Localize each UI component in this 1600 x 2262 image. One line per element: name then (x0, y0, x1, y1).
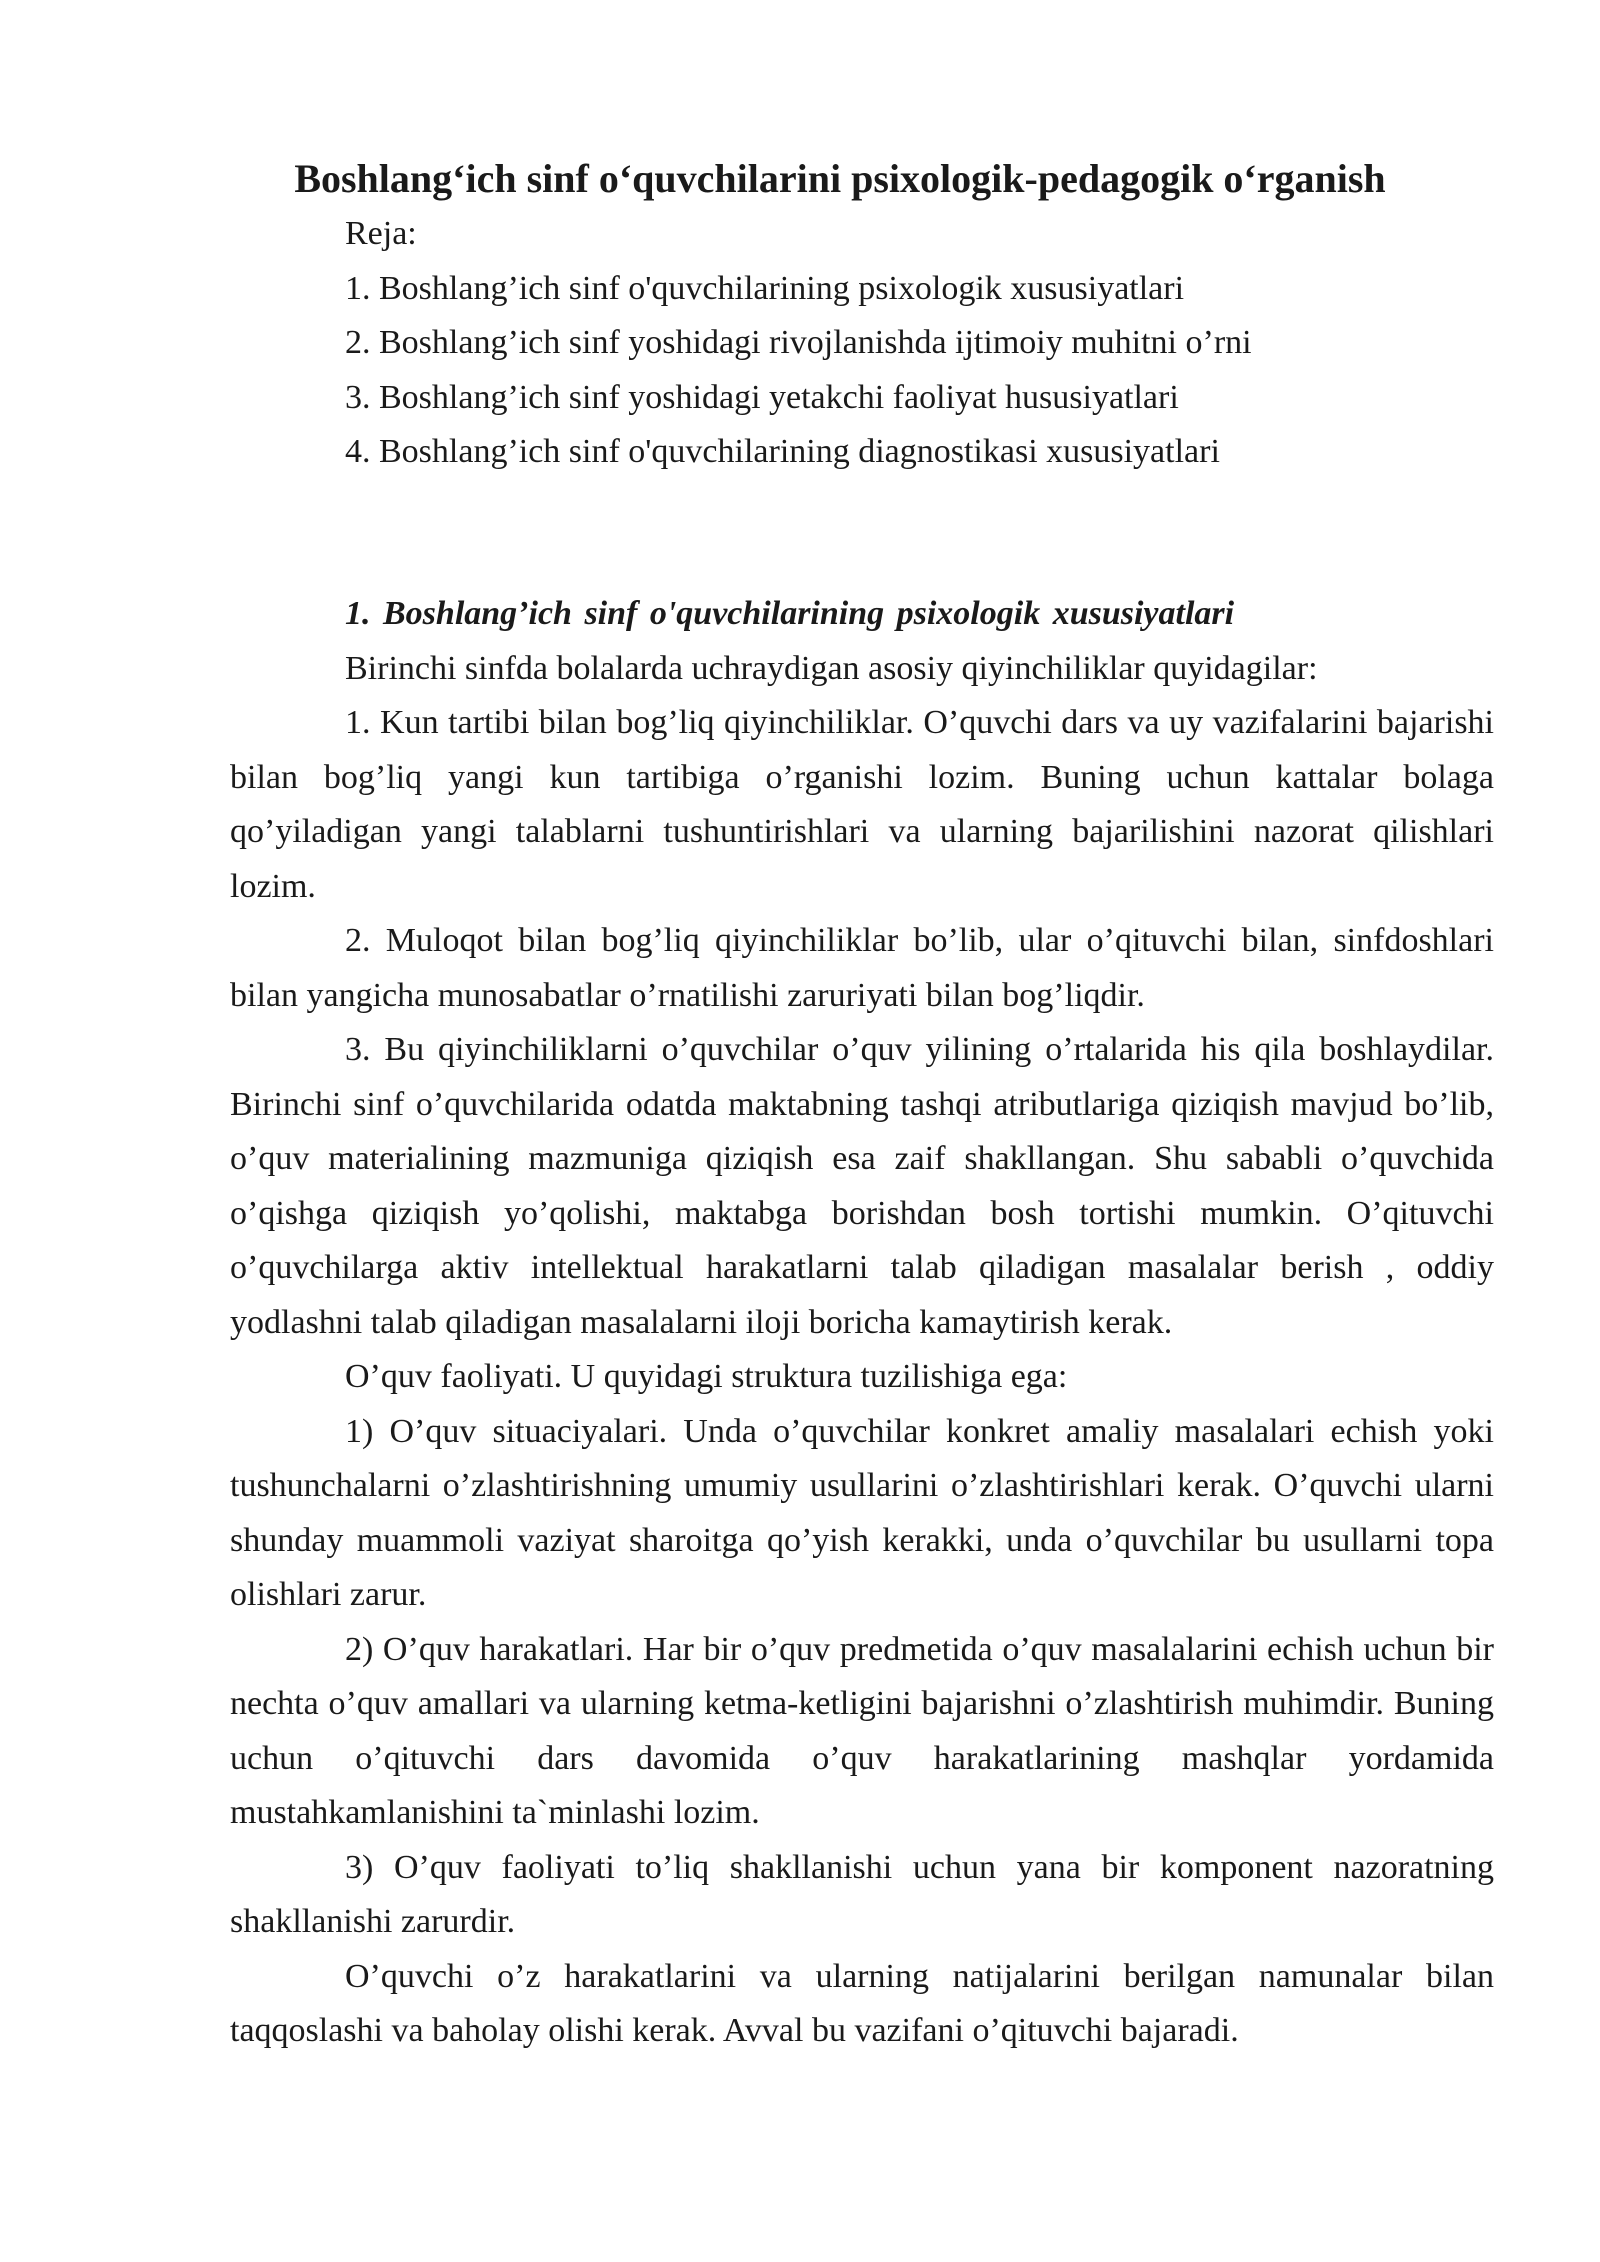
plan-item: 4. Boshlang’ich sinf o'quvchilarining diagnostikasi xususiyatlari (345, 433, 1220, 470)
paragraph: Birinchi sinfda bolalarda uchraydigan asosiy qiyinchiliklar quyidagilar: (345, 649, 1318, 687)
plan-item: 1. Boshlang’ich sinf o'quvchilarining psixologik xususiyatlari (345, 269, 1185, 307)
paragraph: O’quvchi o’z harakatlarini va ularning natijalarini berilgan namunalar bilan taqqoslashi va baholay olishi kerak. Avval bu vazifani o’qituvchi bajaradi. (230, 1957, 1494, 2049)
plan-block (345, 207, 1495, 480)
paragraph: 3) O’quv faoliyati to’liq shakllanishi uchun yana bir komponent nazoratning shakllanishi zarurdir. (230, 1848, 1494, 1940)
paragraph: O’quv faoliyati. U quyidagi struktura tuzilishiga ega: (345, 1358, 1068, 1395)
paragraph: 3. Bu qiyinchiliklarni o’quvchilar o’quv yilining o’rtalarida his qila boshlaydilar. Birinchi sinf o’quvchilarida odatda maktabning tashqi atributlariga qiziqish mavjud bo’lib, o’quv materialining mazmuniga qiziqish esa zaif shakllangan. Shu sababli o’quvchida o’qishga qiziqish yo’qolishi, maktabga borishdan bosh tortishi mumkin. O’qituvchi o’quvchilarga aktiv intellektual harakatlarni talab qiladigan masalalar berish , oddiy yodlashni talab qiladigan masalalarni iloji boricha kamaytirish kerak. (230, 1031, 1494, 1341)
plan-item: 2. Boshlang’ich sinf yoshidagi rivojlanishda ijtimoiy muhitni o’rni (345, 324, 1252, 361)
section-heading: 1. Boshlang’ich sinf o'quvchilarining psixologik xususiyatlari (345, 595, 1235, 632)
plan-item: 3. Boshlang’ich sinf yoshidagi yetakchi faoliyat hususiyatlari (345, 378, 1179, 416)
paragraph: 2. Muloqot bilan bog’liq qiyinchiliklar bo’lib, ular o’qituvchi bilan, sinfdoshlari bilan yangicha munosabatlar o’rnatilishi zaruriyati bilan bog’liqdir. (230, 922, 1494, 1014)
section-1 (230, 587, 1494, 2059)
paragraph: 1. Kun tartibi bilan bog’liq qiyinchiliklar. O’quvchi dars va uy vazifalarini bajarishi bilan bog’liq yangi kun tartibiga o’rganishi lozim. Buning uchun kattalar bolaga qo’yiladigan yangi talablarni tushuntirishlari va ularning bajarilishini nazorat qilishlari lozim. (230, 704, 1494, 905)
document-title: Boshlang‘ich sinf o‘quvchilarini psixologik-pedagogik o‘rganish (294, 156, 1386, 201)
plan-label: Reja: (345, 215, 417, 252)
paragraph: 2) O’quv harakatlari. Har bir o’quv predmetida o’quv masalalarini echish uchun bir nechta o’quv amallari va ularning ketma-ketligini bajarishni o’zlashtirish muhimdir. Buning uchun o’qituvchi dars davomida o’quv harakatlarining mashqlar yordamida mustahkamlanishini ta`minlashi lozim. (230, 1630, 1494, 1831)
paragraph: 1) O’quv situaciyalari. Unda o’quvchilar konkret amaliy masalalari echish yoki tushunchalarni o’zlashtirishning umumiy usullarini o’zlashtirishlari kerak. O’quvchi ularni shunday muammoli vaziyat sharoitga qo’yish kerakki, unda o’quvchilar bu usullarni topa olishlari zarur. (230, 1412, 1494, 1613)
